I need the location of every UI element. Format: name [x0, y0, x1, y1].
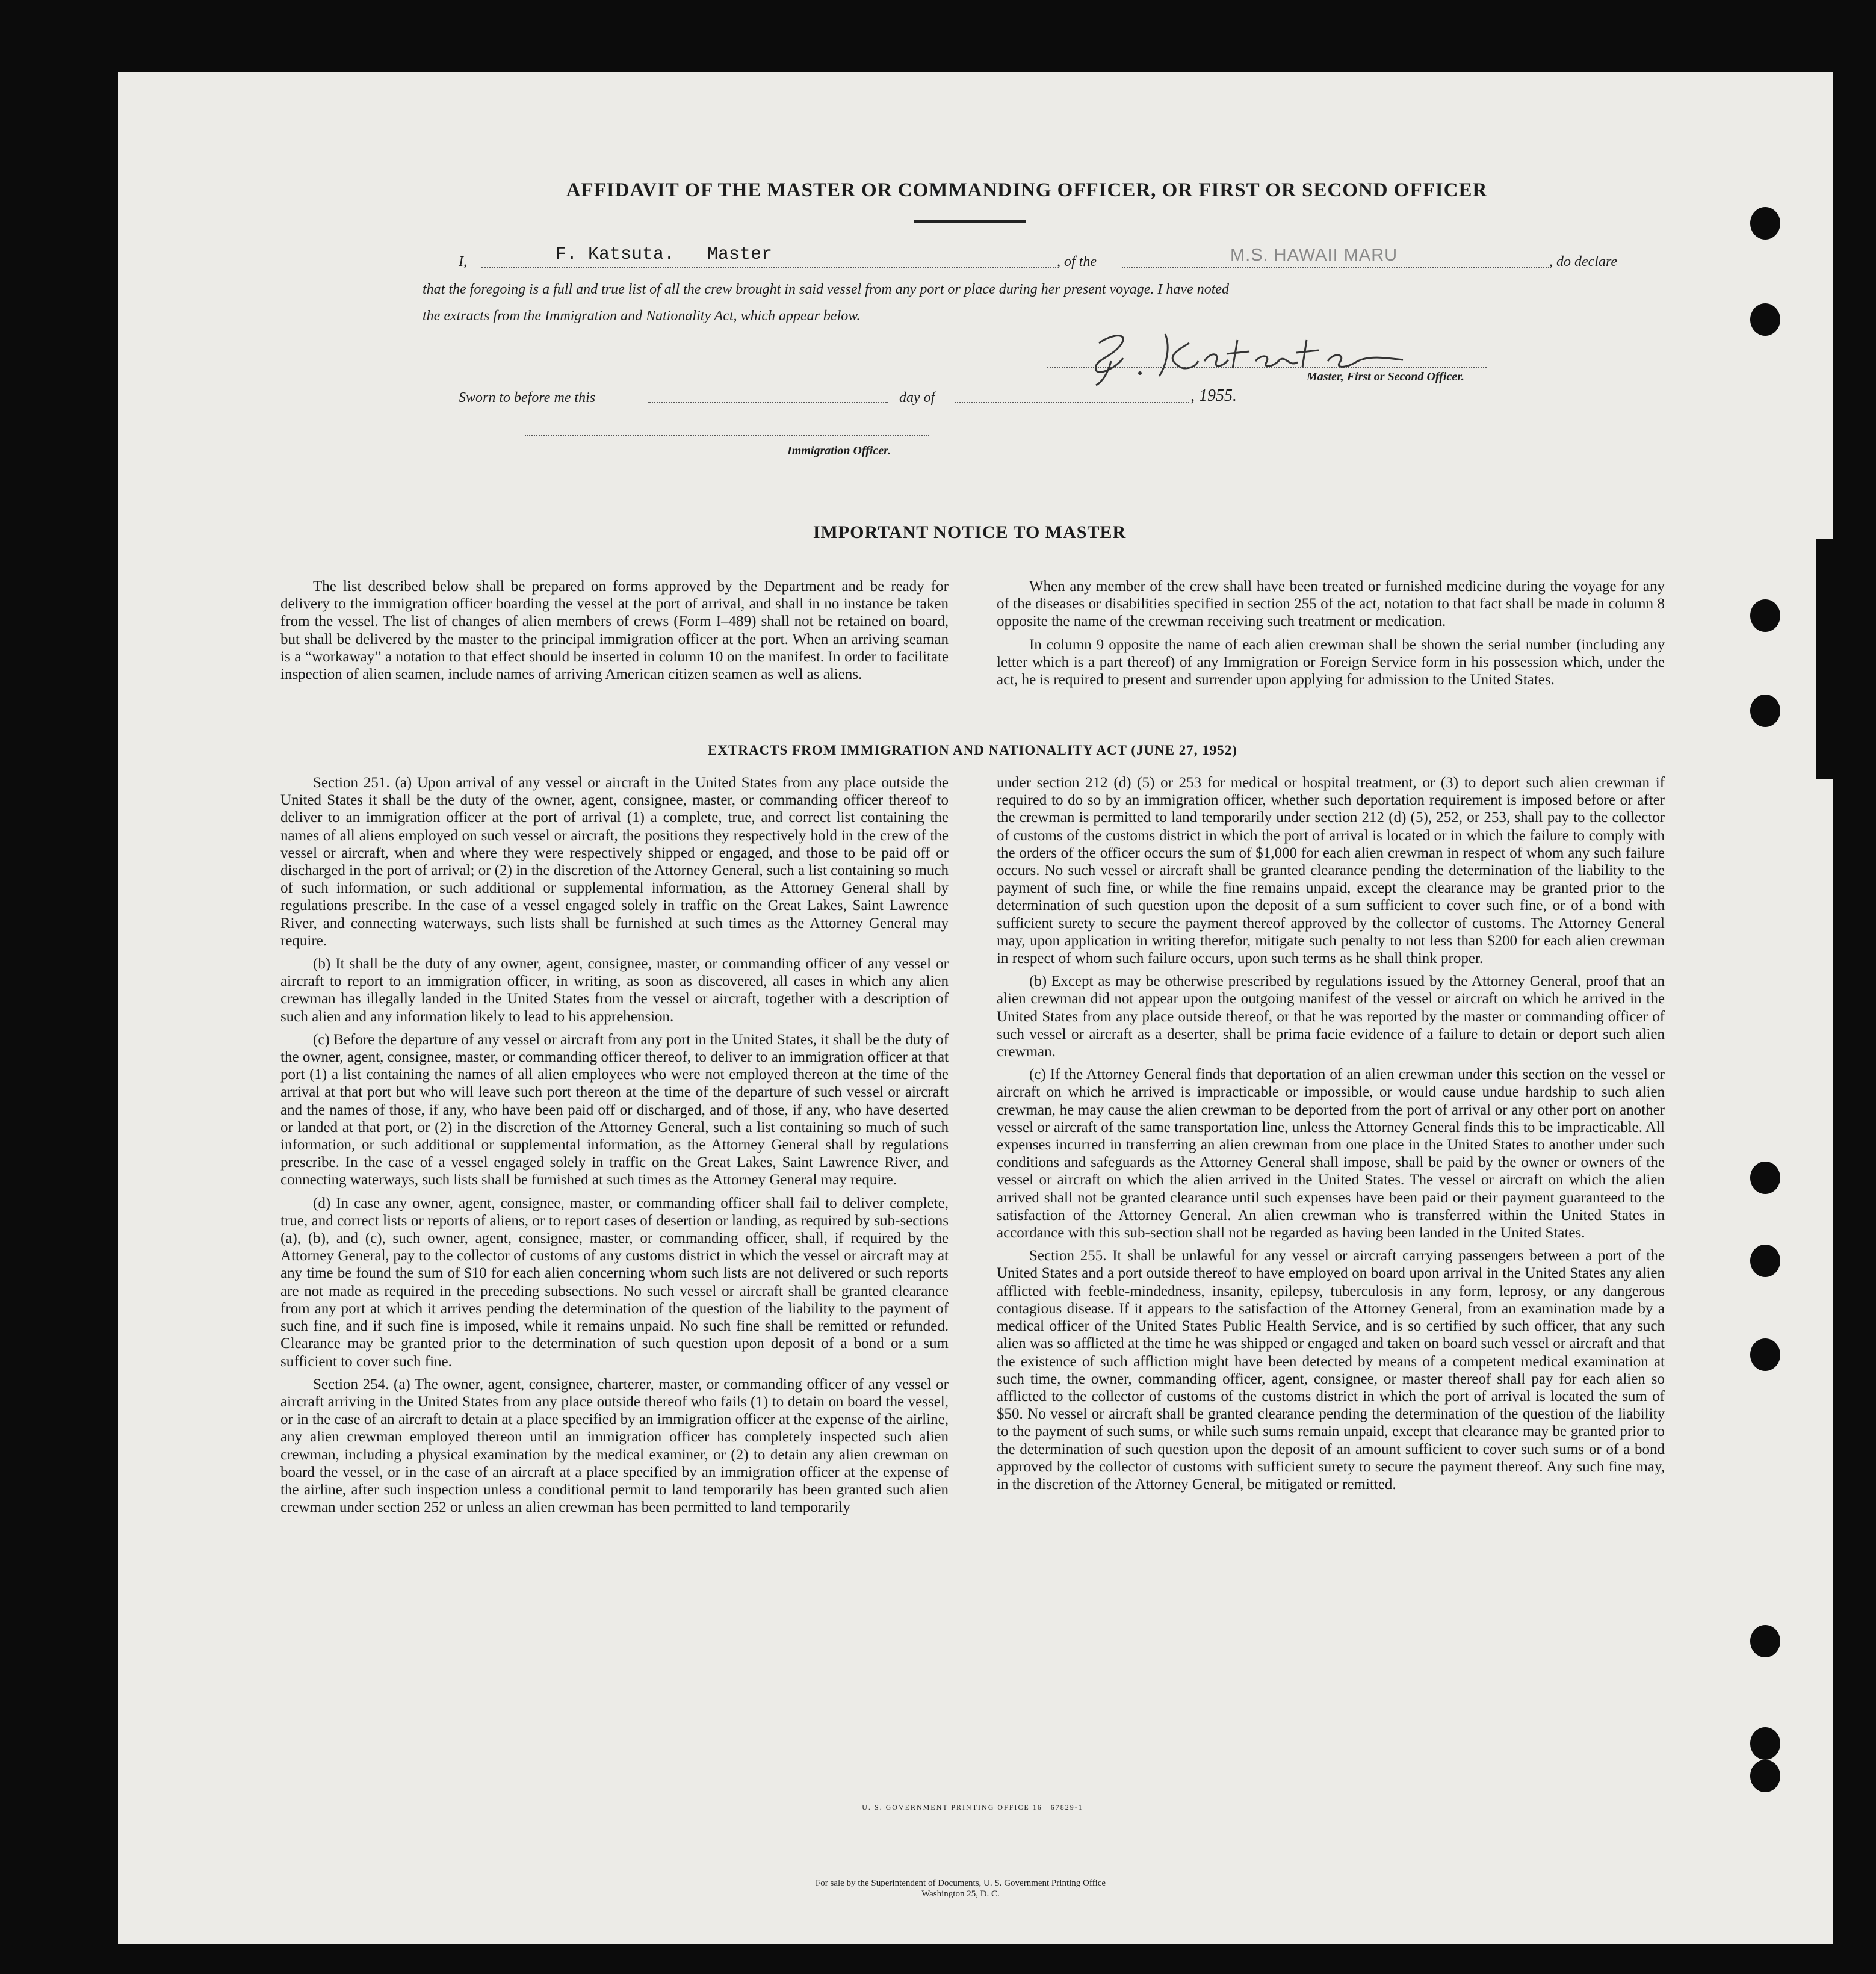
sworn-label: Sworn to before me this [459, 390, 596, 406]
sworn-date-line [648, 385, 888, 403]
notice-paragraph: When any member of the crew shall have been treated or furnished medicine during the voyage for any of the diseases or disabilities specified in section 255 of the act, notation to that fact shall be made in column 8 opposite the name of the crewman receiving such treatment or medication. [997, 578, 1665, 630]
printer-mark: U. S. GOVERNMENT PRINTING OFFICE 16—67829-1 [862, 1803, 1083, 1812]
master-name: F. Katsuta. Master [556, 244, 773, 265]
document-page [118, 72, 1833, 1944]
footer-line-2: Washington 25, D. C. [921, 1889, 1000, 1899]
binder-hole [1750, 1625, 1780, 1657]
binder-hole [1750, 695, 1780, 727]
extract-paragraph: (c) Before the departure of any vessel or aircraft from any port in the United States, it shall be the duty of the owner, agent, consignee, master, or commanding officer thereof, to deliver to an immigration officer at that port (1) a list containing the names of all alien employees who were not employed thereon at the time of the arrival at that port but who will leave such port thereon at the time of the departure of such vessel or aircraft and the names of those, if any, who have been paid off or discharged, and of those, if any, who have deserted or landed at that port, or (2) in the discretion of the Attorney General, such a list containing so much of such information, or such additional or supplemental information, as the Attorney General shall by regulations prescribe. In the case of a vessel engaged solely in traffic on the Great Lakes, Saint Lawrence River, and connecting waterways, such lists shall be furnished at such times as the Attorney General may require. [280, 1031, 949, 1189]
affidavit-line-2: that the foregoing is a full and true list of all the crew brought in said vessel from any port or place during her present voyage. I have noted [423, 282, 1230, 297]
day-of-label: day of [899, 390, 935, 406]
extract-paragraph: (c) If the Attorney General finds that deportation of an alien crewman under this section on the vessel or aircraft on which he arrived is impracticable or impossible, or would cause undue hardship to such alien crewman, he may cause the alien crewman to be deported from the port of arrival or any other port on another vessel or aircraft of the same transportation line, unless the Attorney General finds this to be impracticable. All expenses incurred in transferring an alien crewman from one place in the United States to another under such conditions and safeguards as the Attorney General shall impose, shall be paid by the owner or owners of the vessel or aircraft on which the alien arrived in the United States. The vessel or aircraft on which the alien arrived shall not be granted clearance until such expenses have been paid or their payment guaranteed to the satisfaction of the Attorney General. An alien crewman who is transferred within the United States in accordance with this sub-section shall not be regarded as having been landed in the United States. [997, 1066, 1665, 1242]
notice-left-column [280, 578, 949, 688]
officer-caption: Immigration Officer. [787, 444, 891, 457]
extract-paragraph: under section 212 (d) (5) or 253 for medical or hospital treatment, or (3) to deport such alien crewman if required to do so by an immigration officer, whether such deportation requirement is imposed before or after the crewman is permitted to land temporarily under section 212 (d) (5), 252, or 253, shall pay to the collector of customs of the customs district in which the port of arrival is located or in which the failure to comply with the orders of the officer occurs the sum of $1,000 for each alien crewman in respect of whom any such failure occurs. No such vessel or aircraft shall be granted clearance pending the determination of the liability to the payment of such fine, or while the fine remains unpaid, except the clearance may be granted prior to the determination of such question upon the deposit of a sum sufficient to cover such fine, or of a bond with sufficient surety to secure the payment thereof approved by the collector of customs. The Attorney General may, upon application in writing therefor, mitigate such penalty to not less than $200 for each alien crewman in respect of whom such failure occurs, upon such terms as he shall think proper. [997, 775, 1665, 967]
notice-paragraph: In column 9 opposite the name of each alien crewman shall be shown the serial number (including any letter which is a part thereof) of any Immigration or Foreign Service form in his possession which, under the act, he is required to present and surrender upon applying for admission to the United States. [997, 636, 1665, 688]
notice-heading: IMPORTANT NOTICE TO MASTER [813, 522, 1127, 542]
footer [660, 1878, 1262, 1899]
notice-right-column [997, 578, 1665, 694]
binder-hole [1750, 207, 1780, 240]
month-line [955, 385, 1189, 403]
label-of-the: , of the [1057, 254, 1097, 270]
extract-paragraph: Section 255. It shall be unlawful for any vessel or aircraft carrying passengers between a port of the United States and a port outside thereof to have employed on board upon arrival in the United States any alien afflicted with feeble-mindedness, insanity, epilepsy, tuberculosis in any form, leprosy, or any dangerous contagious disease. If it appears to the satisfaction of the Attorney General, from an examination made by a medical officer of the United States Public Health Service, and is so certified by such officer, that any such alien was so afflicted at the time he was shipped or engaged and taken on board such vessel or aircraft and that the existence of such affliction might have been detected by means of a competent medical examination at such time, the owner, commanding officer, agent, consignee, or master thereof shall pay for each alien so afflicted to the collector of customs of the customs district in which the port of arrival is located the sum of $50. No vessel or aircraft shall be granted clearance pending the determination of the question of the liability to the payment of such sums, or while such sums remain unpaid, except that clearance may be granted prior to the determination of such question upon the deposit of an amount sufficient to cover such sums or of a bond approved by the collector of customs with sufficient surety to secure the payment thereof. Any such fine may, in the discretion of the Attorney General, be mitigated or remitted. [997, 1248, 1665, 1493]
signature-caption: Master, First or Second Officer. [1307, 370, 1464, 383]
binder-hole [1750, 1245, 1780, 1277]
title-divider [914, 220, 1026, 223]
binder-hole [1750, 303, 1780, 336]
binder-hole [1750, 1760, 1780, 1792]
extract-paragraph: (b) It shall be the duty of any owner, agent, consignee, master, or commanding officer of any vessel or aircraft to report to an immigration officer, in writing, as soon as discovered, all cases in which any alien crewman has illegally landed in the United States from the vessel or aircraft, together with a description of such alien and any information likely to lead to his apprehension. [280, 956, 949, 1025]
affidavit-title: AFFIDAVIT OF THE MASTER OR COMMANDING OFFICER, OR FIRST OR SECOND OFFICER [566, 179, 1488, 201]
binder-hole [1750, 1162, 1780, 1194]
page-edge-notch [1816, 539, 1834, 779]
binder-hole [1750, 599, 1780, 632]
year-label: , 1955. [1190, 386, 1237, 405]
extract-paragraph: (b) Except as may be otherwise prescribed by regulations issued by the Attorney General, proof that an alien crewman did not appear upon the outgoing manifest of the vessel or aircraft on which he arrived in the United States from any place outside thereof, or that he was reported by the master or commanding officer of such vessel or aircraft as a deserter, shall be prima facie evidence of a failure to detain or deport such alien crewman. [997, 973, 1665, 1060]
binder-hole [1750, 1338, 1780, 1371]
label-do-declare: , do declare [1549, 254, 1618, 270]
notice-paragraph: The list described below shall be prepared on forms approved by the Department and be ready for delivery to the immigration officer boarding the vessel at the port of arrival, and shall in no instance be taken from the vessel. The list of changes of alien members of crews (Form I–489) shall not be retained on board, but shall be delivered by the master to the principal immigration officer at the port. When an arriving seaman is a “workaway” a notation to that effect should be inserted in column 10 on the manifest. In order to facilitate inspection of alien seamen, include names of arriving American citizen seamen as well as aliens. [280, 578, 949, 683]
extracts-left-column [280, 774, 949, 1521]
label-i: I, [459, 254, 467, 270]
vessel-name: M.S. HAWAII MARU [1230, 246, 1398, 265]
extract-paragraph: Section 251. (a) Upon arrival of any vessel or aircraft in the United States from any place outside the United States it shall be the duty of the owner, agent, consignee, master, or commanding officer thereof to deliver to an immigration officer at the port of arrival (1) a complete, true, and correct list containing the names of all aliens employed on such vessel or aircraft, the positions they respectively hold in the crew of the vessel or aircraft, when and where they were respectively shipped or engaged, and those to be paid off or discharged in the port of arrival; or (2) in the discretion of the Attorney General, such a list containing so much of such information, or such additional or supplemental information, as the Attorney General shall by regulations prescribe. In the case of a vessel engaged solely in traffic on the Great Lakes, Saint Lawrence River, and connecting waterways, such lists shall be furnished at such times as the Attorney General may require. [280, 775, 949, 949]
affidavit-line-3: the extracts from the Immigration and Nationality Act, which appear below. [423, 308, 861, 324]
officer-signature-line [525, 433, 929, 436]
extract-paragraph: (d) In case any owner, agent, consignee, master, or commanding officer shall fail to deliver complete, true, and correct lists or reports of aliens, or to report cases of desertion or landing, as required by sub-sections (a), (b), and (c), such owner, agent, consignee, master, or commanding officer, shall, if required by the Attorney General, pay to the collector of customs of any customs district in which the vessel or aircraft may at any time be found the sum of $10 for each alien concerning whom such lists are not delivered or such reports are not made as required in the preceding subsections. No such vessel or aircraft shall be granted clearance from any port at which it arrives pending the determination of the question of the liability to the payment of such fine, and if such fine is imposed, while it remains unpaid. No such fine shall be remitted or refunded. Clearance may be granted prior to the determination of such question upon deposit of a bond or a sum sufficient to cover such fine. [280, 1195, 949, 1370]
extracts-right-column [997, 774, 1665, 1499]
extract-paragraph: Section 254. (a) The owner, agent, consignee, charterer, master, or commanding officer of any vessel or aircraft arriving in the United States from any place outside thereof who fails (1) to detain on board the vessel, or in the case of an aircraft to detain at a place specified by an immigration officer at the expense of the airline, any alien crewman employed thereon until an immigration officer has completely inspected such alien crewman, including a physical examination by the medical examiner, or (2) to detain any alien crewman on board the vessel, or in the case of an aircraft at a place specified by an immigration officer at the expense of the airline, after such inspection unless a conditional permit to land temporarily has been granted such alien crewman under section 252 or unless an alien crewman has been permitted to land temporarily [280, 1376, 949, 1516]
binder-hole [1750, 1727, 1780, 1760]
extracts-heading: EXTRACTS FROM IMMIGRATION AND NATIONALITY ACT (JUNE 27, 1952) [708, 743, 1237, 758]
footer-line-1: For sale by the Superintendent of Documents, U. S. Government Printing Office [815, 1878, 1106, 1888]
